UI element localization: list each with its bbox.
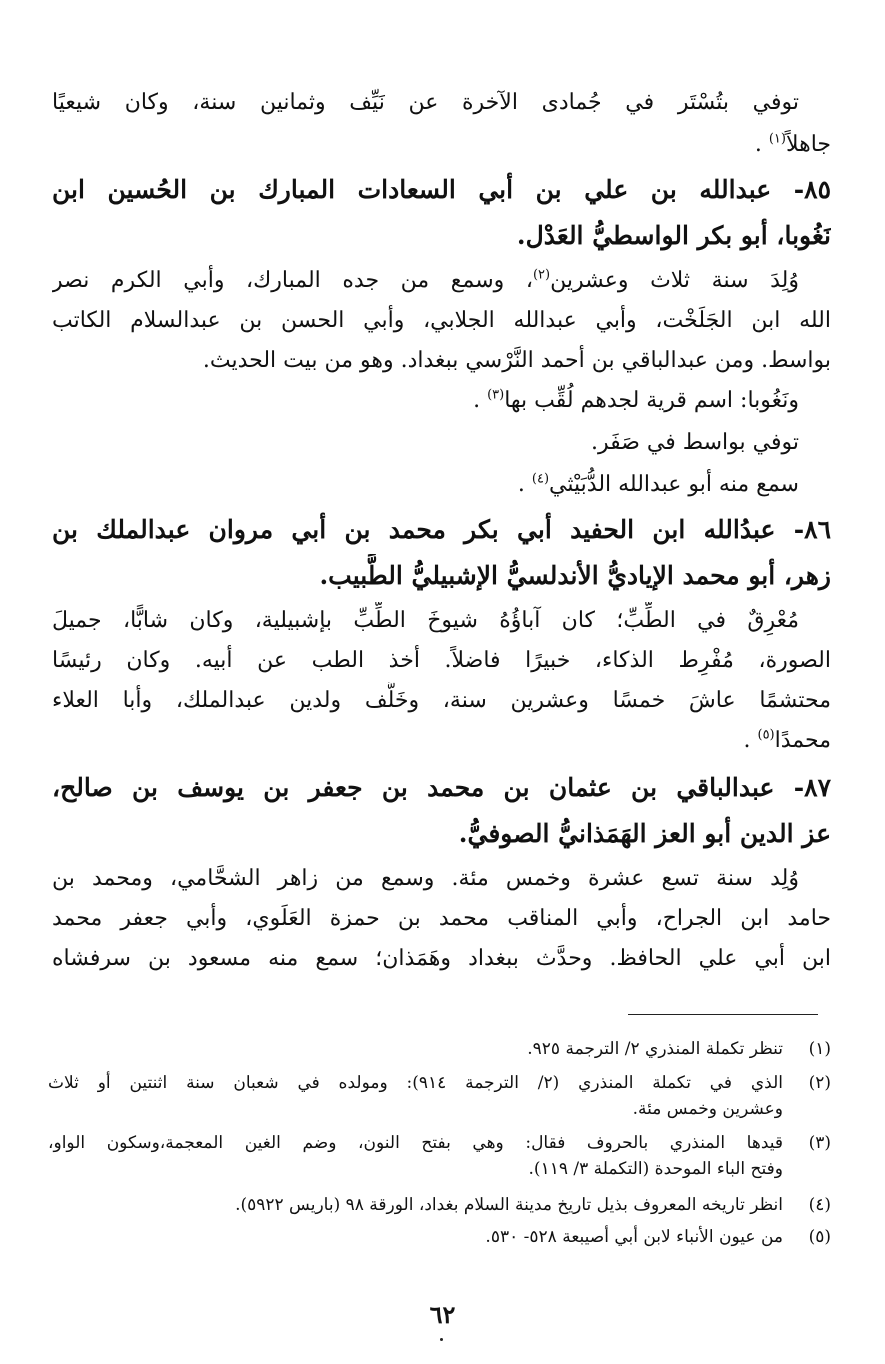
footnote-text: من عيون الأنباء لابن أبي أصيبعة ٥٢٨- ٥٣٠. (485, 1227, 783, 1247)
footnote-5 (48, 1224, 831, 1250)
footnote-1 (48, 1036, 831, 1062)
footnote-text: تنظر تكملة المنذري ٢/ الترجمة ٩٢٥. (527, 1039, 783, 1059)
text-line: حامد ابن الجراح، وأبي المناقب محمد بن حمزة العَلَوي، وأبي جعفر محمد (52, 906, 831, 931)
line-text: وُلِدَ سنة ثلاث وعشرين (550, 268, 799, 293)
text-line: محتشمًا عاشَ خمسًا وعشرين سنة، وخَلَّف ولدين عبدالملك، وأبا العلاء (52, 688, 831, 713)
footnote-separator (628, 1014, 818, 1015)
footnote-number: (٥) (808, 1227, 831, 1247)
footnote-number: (٢) (808, 1073, 831, 1093)
footnote-3 (48, 1130, 831, 1182)
page-mark (440, 1338, 443, 1341)
footnote-text: قيدها المنذري بالحروف فقال: وهي بفتح النون، وضم الغين المعجمة،وسكون الواو، (48, 1133, 783, 1153)
footnote-ref[interactable]: (٣) (487, 387, 505, 403)
line-end: . (743, 728, 751, 753)
footnote-4 (48, 1192, 831, 1218)
footnote-number: (٣) (808, 1133, 831, 1153)
line-text: محمدًا (774, 728, 831, 753)
footnote-2 (48, 1070, 831, 1122)
text-line: توفي بتُسْتَر في جُمادى الآخرة عن نَيِّف وثمانين سنة، وكان شيعيًا (52, 90, 799, 115)
line-end: . (754, 132, 762, 157)
line-text: ونَغُوبا: اسم قرية لجدهم لُقِّب بها (504, 388, 799, 413)
footnote-ref[interactable]: (٥) (757, 727, 775, 743)
footnote-text: وفتح الباء الموحدة (التكملة ٣/ ١١٩). (528, 1159, 783, 1179)
text-line: وُلِد سنة تسع عشرة وخمس مئة. وسمع من زاهر الشحَّامي، ومحمد بن (52, 866, 799, 891)
entry-heading-85-cont: نَغُوبا، أبو بكر الواسطيُّ العَدْل. (516, 221, 831, 250)
entry-heading-87: ٨٧- عبدالباقي بن عثمان بن محمد بن جعفر بن يوسف بن صالح، (52, 773, 831, 802)
text-line (52, 722, 831, 762)
footnote-text: الذي في تكملة المنذري (٢/ الترجمة ٩١٤): ومولده في شعبان سنة اثنتين أو ثلاث (48, 1073, 783, 1093)
line-end: . (473, 388, 481, 413)
entry-heading-87-cont: عز الدين أبو العز الهَمَذانيُّ الصوفيُّ. (458, 819, 831, 848)
footnote-text: وعشرين وخمس مئة. (632, 1099, 783, 1119)
text-line: مُعْرِقٌ في الطِّبِّ؛ كان آباؤُهُ شيوخَ الطِّبِّ بإشبيلية، وكان شابًّا، جميلَ (52, 608, 799, 633)
line-text: جاهلاً (785, 132, 831, 157)
line-end: . (517, 472, 525, 497)
text-line: توفي بواسط في صَفَر. (590, 430, 799, 455)
entry-heading-86: ٨٦- عبدُالله ابن الحفيد أبي بكر محمد بن أبي مروان عبدالملك بن (52, 515, 831, 544)
line-text: سمع منه أبو عبدالله الدُّبَيْثي (549, 472, 799, 497)
text-line (52, 466, 831, 506)
footnote-ref[interactable]: (٢) (532, 267, 551, 283)
footnote-ref[interactable]: (٤) (531, 471, 550, 487)
entry-heading-85: ٨٥- عبدالله بن علي بن أبي السعادات المبارك بن الحُسين ابن (52, 175, 831, 204)
line-text: ، وسمع من جده المبارك، وأبي الكرم نصر (52, 268, 533, 293)
text-line (52, 126, 831, 166)
text-line: الصورة، مُفْرِط الذكاء، خبيرًا فاضلاً. أخذ الطب عن أبيه. وكان رئيسًا (52, 648, 831, 673)
footnote-number: (١) (808, 1039, 831, 1059)
text-line: ابن أبي علي الحافظ. وحدَّث ببغداد وهَمَذان؛ سمع منه مسعود بن سرفشاه (52, 946, 831, 971)
text-line: الله ابن الجَلَخْت، وأبي عبدالله الجلابي، وأبي الحسن بن عبدالسلام الكاتب (52, 308, 831, 333)
footnote-ref[interactable]: (١) (768, 131, 786, 147)
text-line: بواسط. ومن عبدالباقي بن أحمد النَّرْسي ببغداد. وهو من بيت الحديث. (202, 348, 831, 373)
text-line (52, 382, 831, 422)
text-line (52, 262, 831, 302)
footnote-text: انظر تاريخه المعروف بذيل تاريخ مدينة السلام بغداد، الورقة ٩٨ (باريس ٥٩٢٢). (235, 1195, 783, 1215)
footnote-number: (٤) (808, 1195, 831, 1215)
page-number: ٦٢ (429, 1300, 456, 1329)
entry-heading-86-cont: زهر، أبو محمد الإياديُّ الأندلسيُّ الإشبيليُّ الطَّبيب. (319, 561, 831, 590)
